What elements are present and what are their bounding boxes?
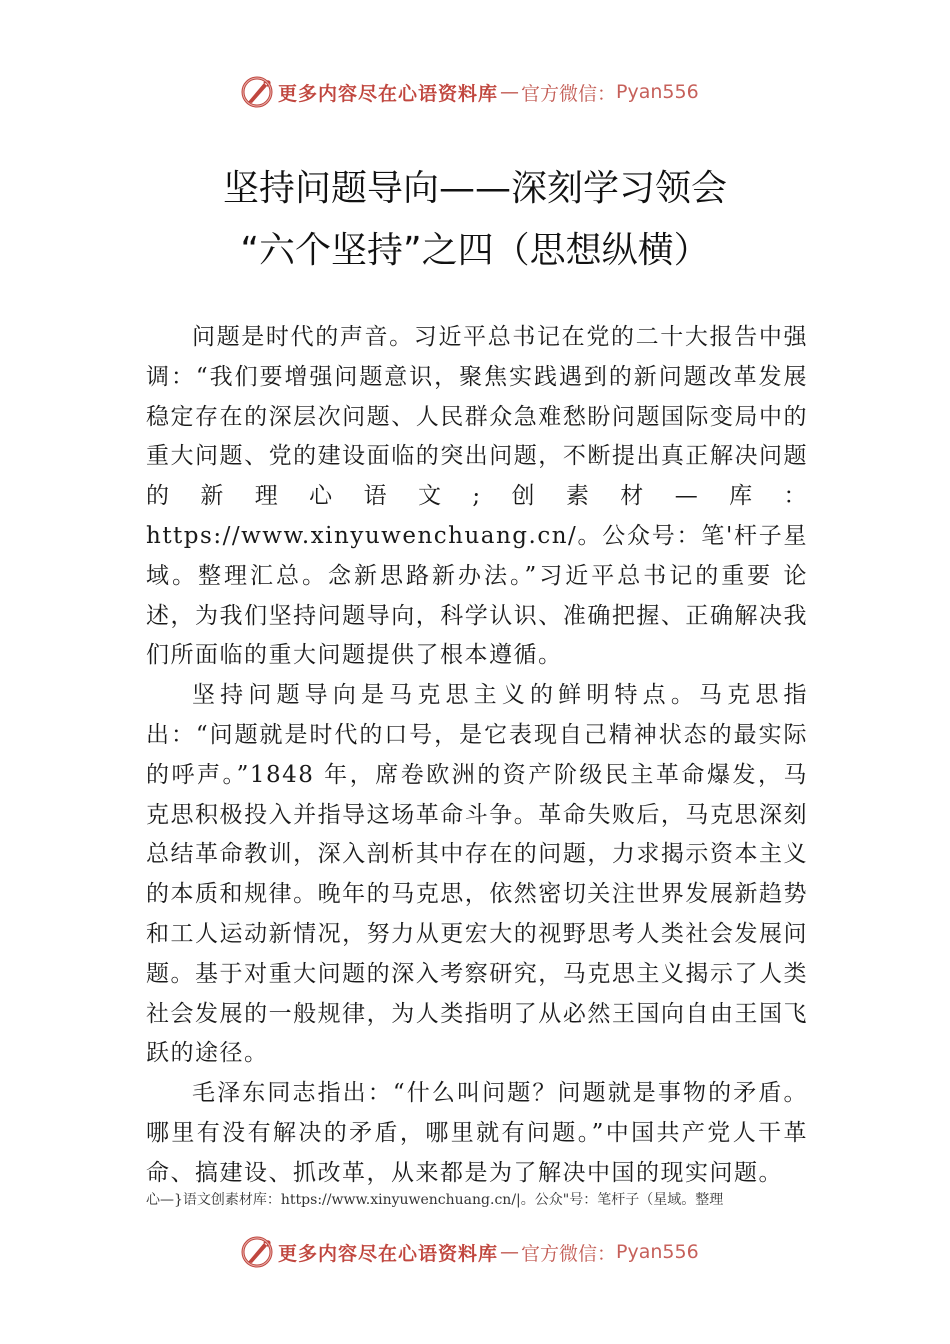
banner-main-text: 更多内容尽在心语资料库 xyxy=(278,82,499,105)
banner-dash: — xyxy=(500,1241,520,1263)
feather-pen-logo-icon xyxy=(240,75,274,109)
feather-pen-logo-icon xyxy=(240,1235,274,1269)
footer-banner xyxy=(240,1232,760,1272)
paragraph-3: 毛泽东同志指出：“什么叫问题？问题就是事物的矛盾。哪里有没有解决的矛盾，哪里就有问题。”中国共产党人干革命、搞建设、抓改革，从来都是为了解决中国的现实问题。 xyxy=(146,1080,808,1186)
paragraph-2: 坚持问题导向是马克思主义的鲜明特点。马克思指出：“问题就是时代的口号，是它表现自己精神状态的最实际的呼声。”1848 年，席卷欧洲的资产阶级民主革命爆发，马克思积极投入并指导这场革命斗争。革命失败后，马克思深刻总结革命教训，深入剖析其中存在的问题，力求揭示资本主义的本质和规律。晚年的马克思，依然密切关注世界发展新趋势和工人运动新情况，努力从更宏大的视野思考人类社会发展问题。基于对重大问题的深入考察研究，马克思主义揭示了人类社会发展的一般规律，为人类指明了从必然王国向自由王国飞跃的途径。 xyxy=(146,682,808,1067)
footer-watermark-note: 心—}语文创素材库：https://www.xinyuwenchuang.cn/|。公众"号：笔杆子（星域。整理 xyxy=(146,1192,724,1208)
banner-main-text: 更多内容尽在心语资料库 xyxy=(278,1242,499,1265)
header-banner xyxy=(240,72,760,112)
banner-wechat-id: Pyan556 xyxy=(616,1241,699,1263)
title-line-2: “六个坚持”之四（思想纵横） xyxy=(240,230,710,271)
title-line-1: 坚持问题导向——深刻学习领会 xyxy=(222,168,727,209)
banner-wechat-label: 官方微信： xyxy=(521,82,617,105)
banner-wechat-label: 官方微信： xyxy=(521,1242,617,1265)
banner-wechat-id: Pyan556 xyxy=(616,81,699,103)
paragraph-1: 问题是时代的声音。习近平总书记在党的二十大报告中强调：“我们要增强问题意识，聚焦实践遇到的新问题改革发展稳定存在的深层次问题、人民群众急难愁盼问题国际变局中的重大问题、党的建设面临的突出问题，不断提出真正解决问题的新理心语文;创素材—库：https://www.xinyuwenchuang.cn/。公众号：笔'杆子星域。整理汇总。念新思路新办法。”习近平总书记的重要 论述，为我们坚持问题导向，科学认识、准确把握、正确解决我们所面临的重大问题提供了根本遵循。 xyxy=(146,324,808,669)
article-body xyxy=(146,318,808,1194)
banner-dash: — xyxy=(500,81,520,103)
